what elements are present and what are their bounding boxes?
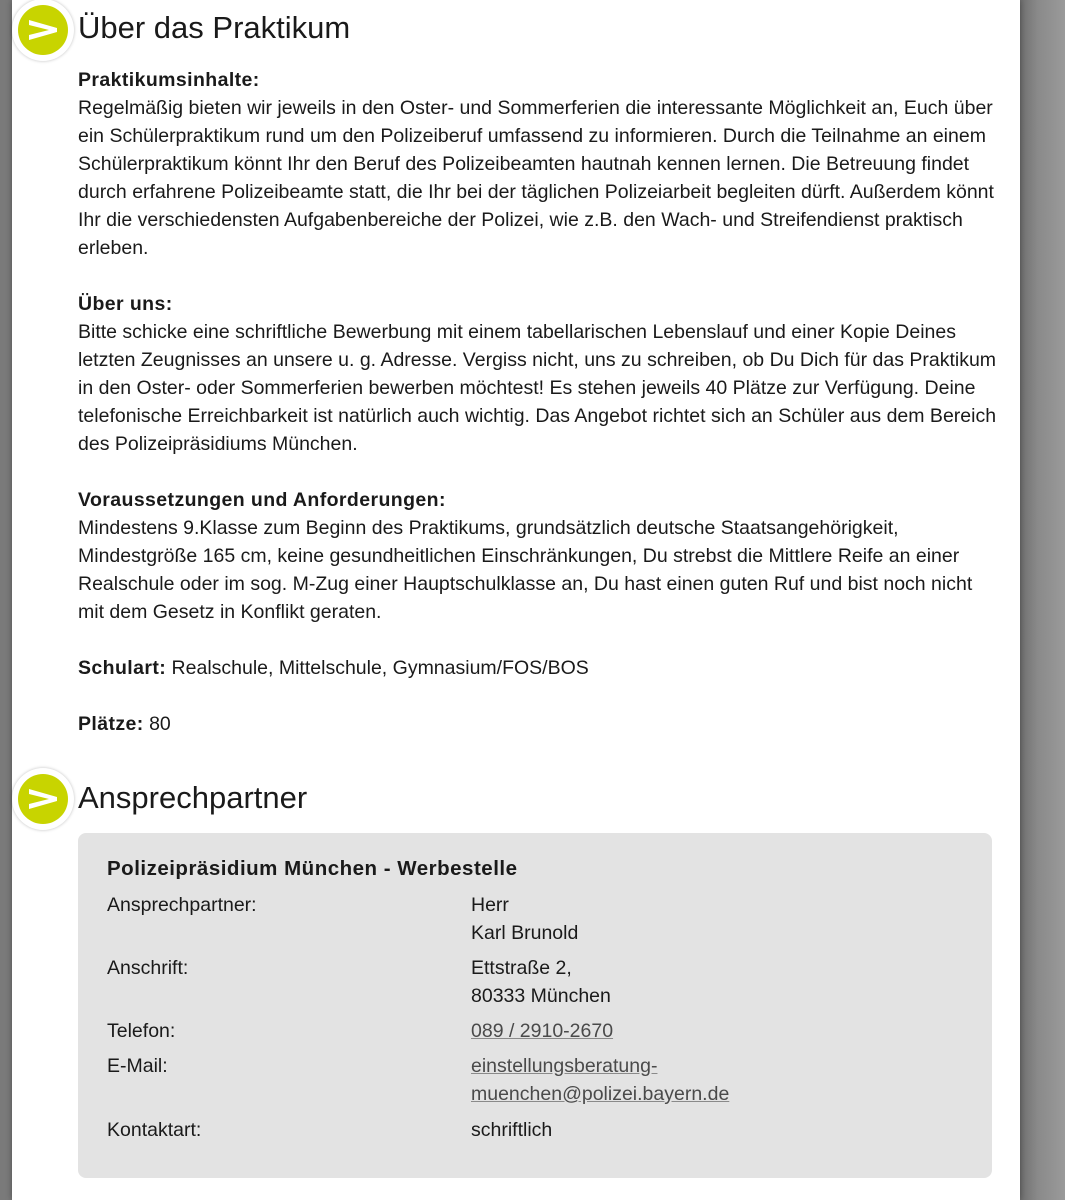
block-text: Mindestens 9.Klasse zum Beginn des Praktikums, grundsätzlich deutsche Staatsangehörigkeit, Mindestgröße 165 cm, keine gesundheitlichen Einschränkungen, Du strebst die Mittlere Reife an einer Realschule oder im sog. M-Zug einer Hauptschulklasse an, Du hast einen guten Ruf und bist noch nicht mit dem Gesetz in Konflikt geraten. [78, 517, 973, 623]
plaetze-line [78, 710, 1003, 738]
address-street: Ettstraße 2, [471, 957, 572, 979]
phone-link[interactable]: 089 / 2910-2670 [471, 1020, 614, 1042]
block-text: Regelmäßig bieten wir jeweils in den Oster- und Sommerferien die interessante Möglichkeit an, Euch über ein Schülerpraktikum rund um den Polizeiberuf umfassend zu informieren. Durch die Teilnahme an einem Schülerpraktikum könnt Ihr den Beruf des Polizeibeamten hautnah kennen lernen. Die Betreuung findet durch erfahrene Polizeibeamte statt, die Ihr bei der täglichen Polizeiarbeit begleiten dürft. Außerdem könnt Ihr die verschiedensten Aufgabenbereiche der Polizei, wie z.B. den Wach- und Streifendienst praktisch erleben. [78, 97, 994, 259]
schulart-label: Schulart: [78, 657, 167, 679]
schulart-value: Realschule, Mittelschule, Gymnasium/FOS/BOS [171, 657, 589, 679]
email-link-line2[interactable]: muenchen@polizei.bayern.de [471, 1083, 730, 1105]
block-voraussetzungen [78, 486, 1003, 626]
phone-label: Telefon: [107, 1020, 176, 1042]
contact-type-text: schriftlich [471, 1119, 553, 1141]
person-label: Ansprechpartner: [107, 894, 257, 916]
section-title-about: Über das Praktikum [78, 10, 351, 45]
arrow-right-icon [12, 768, 74, 830]
block-ueber-uns [78, 290, 1003, 458]
left-background-strip [0, 0, 12, 1200]
address-city: 80333 München [471, 985, 611, 1007]
contact-type-label: Kontaktart: [107, 1119, 202, 1141]
address-value [471, 954, 951, 1010]
plaetze-label: Plätze: [78, 713, 144, 735]
block-text: Bitte schicke eine schriftliche Bewerbung mit einem tabellarischen Lebenslauf und einer Kopie Deines letzten Zeugnisses an unsere u. g. Adresse. Vergiss nicht, uns zu schreiben, ob Du Dich für das Praktikum in den Oster- oder Sommerferien bewerben möchtest! Es stehen jeweils 40 Plätze zur Verfügung. Deine telefonische Erreichbarkeit ist natürlich auch wichtig. Das Angebot richtet sich an Schüler aus dem Bereich des Polizeipräsidiums München. [78, 321, 997, 455]
block-praktikumsinhalte [78, 66, 1003, 262]
person-value [471, 891, 951, 947]
contact-organization: Polizeipräsidium München - Werbestelle [107, 857, 518, 880]
email-label: E-Mail: [107, 1055, 168, 1077]
block-heading: Praktikumsinhalte: [78, 69, 260, 91]
content-page [12, 0, 1020, 1200]
address-label: Anschrift: [107, 957, 189, 979]
contact-type-value [471, 1116, 951, 1144]
person-name: Karl Brunold [471, 922, 579, 944]
section-title-contact: Ansprechpartner [78, 780, 308, 815]
about-content [78, 66, 1003, 766]
block-heading: Voraussetzungen und Anforderungen: [78, 489, 446, 511]
arrow-right-icon [12, 0, 74, 61]
block-heading: Über uns: [78, 293, 173, 315]
email-link[interactable] [471, 1052, 951, 1108]
plaetze-value: 80 [149, 713, 171, 735]
contact-card [78, 833, 992, 1178]
schulart-line [78, 654, 1003, 682]
email-link-line1[interactable]: einstellungsberatung- [471, 1055, 658, 1077]
phone-value [471, 1017, 951, 1045]
right-background-strip [1020, 0, 1065, 1200]
person-salutation: Herr [471, 894, 509, 916]
